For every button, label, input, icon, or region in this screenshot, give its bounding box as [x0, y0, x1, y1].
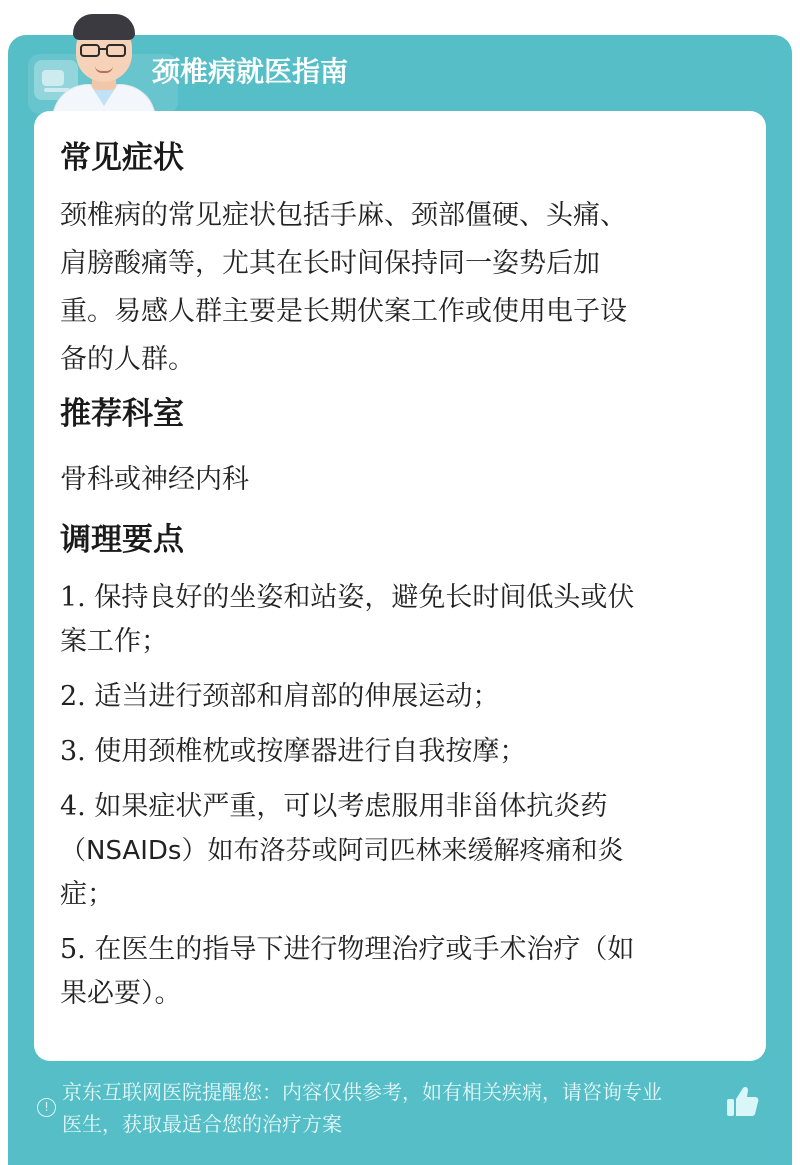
list-item: 2. 适当进行颈部和肩部的伸展运动；: [60, 681, 500, 712]
symptoms-line: 肩膀酸痛等，尤其在长时间保持同一姿势后加: [60, 248, 600, 279]
section-title-symptoms: 常见症状: [60, 140, 184, 176]
symptoms-text: [60, 192, 740, 384]
list-item: 4. 如果症状严重，可以考虑服用非甾体抗炎药 （NSAIDs）如布洛芬或阿司匹林来缓解疼痛和炎 症；: [60, 791, 624, 910]
doctor-avatar-icon: [46, 6, 162, 114]
content-panel: [34, 111, 766, 1061]
info-icon: !: [37, 1098, 56, 1117]
list-item: 1. 保持良好的坐姿和站姿，避免长时间低头或伏 案工作；: [60, 582, 635, 657]
care-list: [60, 576, 740, 1016]
symptoms-line: 重。易感人群主要是长期伏案工作或使用电子设: [60, 296, 627, 327]
thumbs-up-icon[interactable]: [724, 1084, 760, 1120]
page-title: 颈椎病就医指南: [152, 55, 349, 88]
symptoms-line: 颈椎病的常见症状包括手麻、颈部僵硬、头痛、: [60, 200, 627, 231]
disclaimer-text: 京东互联网医院提醒您：内容仅供参考，如有相关疾病，请咨询专业 医生，获取最适合您的治疗方案: [62, 1080, 662, 1136]
symptoms-line: 备的人群。: [60, 344, 195, 375]
section-title-care: 调理要点: [60, 522, 184, 558]
section-title-department: 推荐科室: [60, 396, 184, 432]
list-item: 3. 使用颈椎枕或按摩器进行自我按摩；: [60, 736, 527, 767]
list-item: 5. 在医生的指导下进行物理治疗或手术治疗（如 果必要）。: [60, 934, 635, 1009]
department-text: 骨科或神经内科: [60, 464, 249, 495]
